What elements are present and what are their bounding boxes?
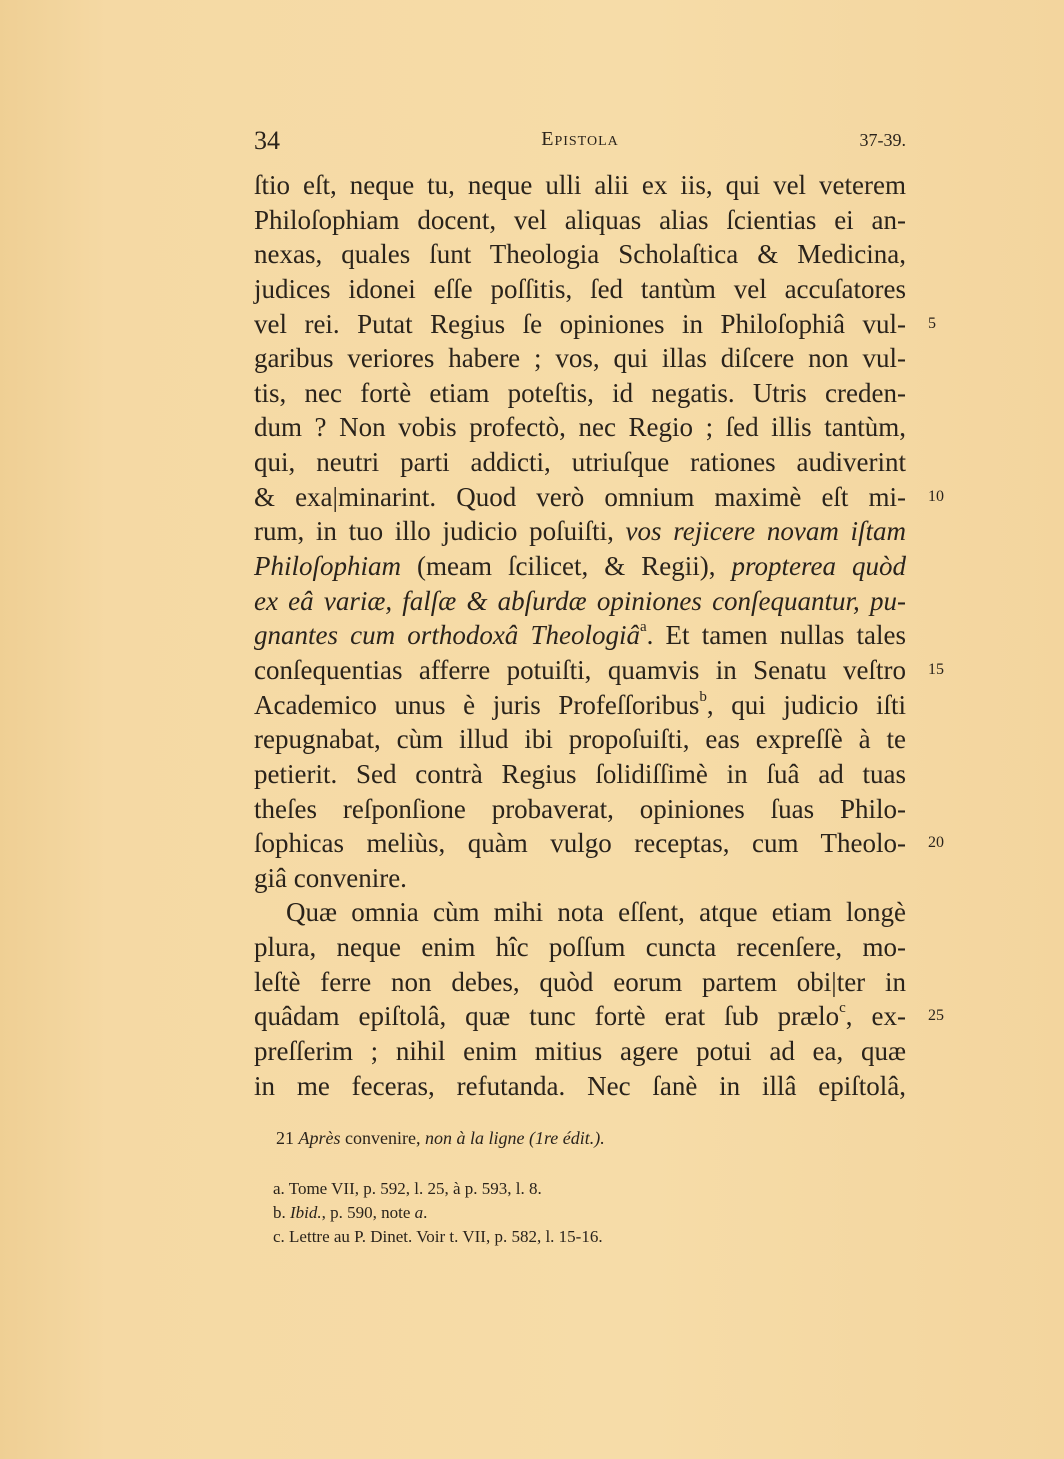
text-segment: propterea quòd [731, 551, 906, 582]
text-line [254, 514, 906, 549]
text-segment: a [414, 1203, 424, 1222]
text-segment: in me feceras, refutanda. Nec ſanè in illâ epiſtolâ, [254, 1070, 906, 1101]
text-segment: repugnabat, cùm illud ibi propoſuiſti, eas expreſſè à te [254, 724, 906, 755]
text-line [254, 1034, 906, 1069]
footnote [273, 1177, 873, 1201]
text-segment: Academico unus è juris Profeſſoribus [254, 689, 700, 720]
footnote-label: b. [273, 1203, 286, 1222]
text-line [254, 861, 906, 896]
page-range: 37-39. [859, 130, 906, 150]
variant-note-text: non à la ligne [424, 1128, 525, 1148]
text-line [254, 549, 906, 584]
text-line [254, 895, 906, 930]
line-number: 25 [928, 1007, 944, 1025]
footnote [273, 1201, 873, 1225]
footnote-ref: b [699, 688, 707, 705]
page-number: 34 [254, 126, 280, 155]
text-line [254, 999, 944, 1034]
text-segment: judices idonei eſſe poſſitis, ſed tantùm vel accuſatores [254, 273, 906, 304]
text-segment: gnantes cum orthodoxâ Theologiâ [254, 620, 640, 651]
text-line [254, 722, 906, 757]
text-segment: vel rei. Putat Regius ſe opiniones in Philoſophiâ vul- [254, 308, 906, 339]
text-segment: Tome VII, p. 592, l. 25, à p. 593, l. 8. [288, 1179, 542, 1198]
text-segment: nexas, quales ſunt Theologia Scholaſtica & Medicina, [254, 239, 906, 270]
line-number: 5 [928, 314, 936, 332]
text-segment: Philoſophiam [254, 551, 401, 582]
text-line [254, 757, 906, 792]
text-line [254, 341, 906, 376]
text-segment: plura, neque enim hîc poſſum cuncta recenſere, mo- [254, 932, 906, 963]
text-segment: dum ? Non vobis profectò, nec Regio ; ſed illis tantùm, [254, 412, 906, 443]
text-line [254, 653, 944, 688]
text-segment: & exa|minarint. Quod verò omnium maximè eſt mi- [254, 481, 906, 512]
text-line [254, 792, 906, 827]
line-number: 10 [928, 487, 944, 505]
text-line [254, 930, 906, 965]
footnote-ref: c [839, 1000, 846, 1017]
line-number: 20 [928, 834, 944, 852]
text-segment: conſequentias afferre potuiſti, quamvis in Senatu veſtro [254, 654, 906, 685]
text-line [254, 272, 906, 307]
text-segment: tis, nec fortè etiam poteſtis, id negatis. Utris creden- [254, 377, 906, 408]
text-line [254, 410, 906, 445]
footnote-ref: a [639, 619, 647, 636]
text-segment: ſtio eſt, neque tu, neque ulli alii ex iis, qui vel veterem [254, 170, 906, 200]
text-line [254, 965, 906, 1000]
line-number: 15 [928, 660, 944, 678]
text-line [254, 237, 906, 272]
text-segment: . Et tamen nullas tales [646, 620, 906, 651]
footnote-label: a. [273, 1179, 285, 1198]
text-segment: , ex- [845, 1001, 906, 1032]
footnote-label: c. [273, 1227, 285, 1246]
text-segment: Lettre au P. Dinet. Voir t. VII, p. 582, l. 15-16. [289, 1227, 603, 1246]
text-line [254, 376, 906, 411]
text-line [254, 307, 936, 342]
text-segment: qui, neutri parti addicti, utriuſque rationes audiverint [254, 447, 906, 478]
body-text [254, 168, 944, 1103]
text-line [254, 445, 906, 480]
text-segment: (meam ſcilicet, & Regii), [401, 551, 732, 582]
variant-note-number: 21 [276, 1128, 294, 1148]
text-segment: quâdam epiſtolâ, quæ tunc fortè erat ſub prælo [254, 1001, 840, 1032]
page-header [254, 126, 906, 158]
text-line [254, 688, 906, 723]
variant-note-apres: Après [298, 1128, 341, 1148]
text-line [254, 1069, 906, 1104]
text-segment: ex eâ variæ, falſæ & abſurdæ opiniones conſequantur, pu- [254, 585, 906, 616]
text-segment: , qui judicio iſti [706, 689, 906, 720]
text-segment: , p. 590, note [321, 1203, 415, 1222]
text-line [254, 826, 944, 861]
footnote [273, 1225, 873, 1249]
text-line [254, 203, 906, 238]
variant-note-edition: (1re édit.). [528, 1128, 605, 1148]
text-segment: theſes reſponſione probaverat, opiniones ſuas Philo- [254, 793, 906, 824]
text-segment: ſophicas meliùs, quàm vulgo receptas, cum Theolo- [254, 828, 906, 859]
text-line [254, 480, 944, 515]
footnotes [273, 1177, 873, 1249]
text-segment: preſſerim ; nihil enim mitius agere potui ad ea, quæ [254, 1036, 906, 1067]
text-segment: Philoſophiam docent, vel aliquas alias ſcientias ei an- [254, 204, 906, 235]
text-segment: vos rejicere novam iſtam [625, 516, 906, 547]
text-segment: Quæ omnia cùm mihi nota eſſent, atque etiam longè [286, 897, 906, 928]
text-segment: petierit. Sed contrà Regius ſolidiſſimè in ſuâ ad tuas [254, 758, 906, 789]
text-segment: garibus veriores habere ; vos, qui illas diſcere non vul- [254, 343, 906, 374]
variant-note-word: convenire, [345, 1128, 421, 1148]
text-segment: Ibid. [290, 1203, 322, 1222]
running-title: Epistola [541, 128, 619, 150]
variant-note [276, 1128, 876, 1149]
text-segment: giâ convenire. [254, 862, 407, 893]
text-line [254, 168, 906, 203]
text-line [254, 584, 906, 619]
text-segment: . [423, 1203, 428, 1222]
text-segment: leſtè ferre non debes, quòd eorum partem obi|ter in [254, 966, 906, 997]
text-line [254, 618, 906, 653]
text-segment: rum, in tuo illo judicio poſuiſti, [254, 516, 626, 547]
